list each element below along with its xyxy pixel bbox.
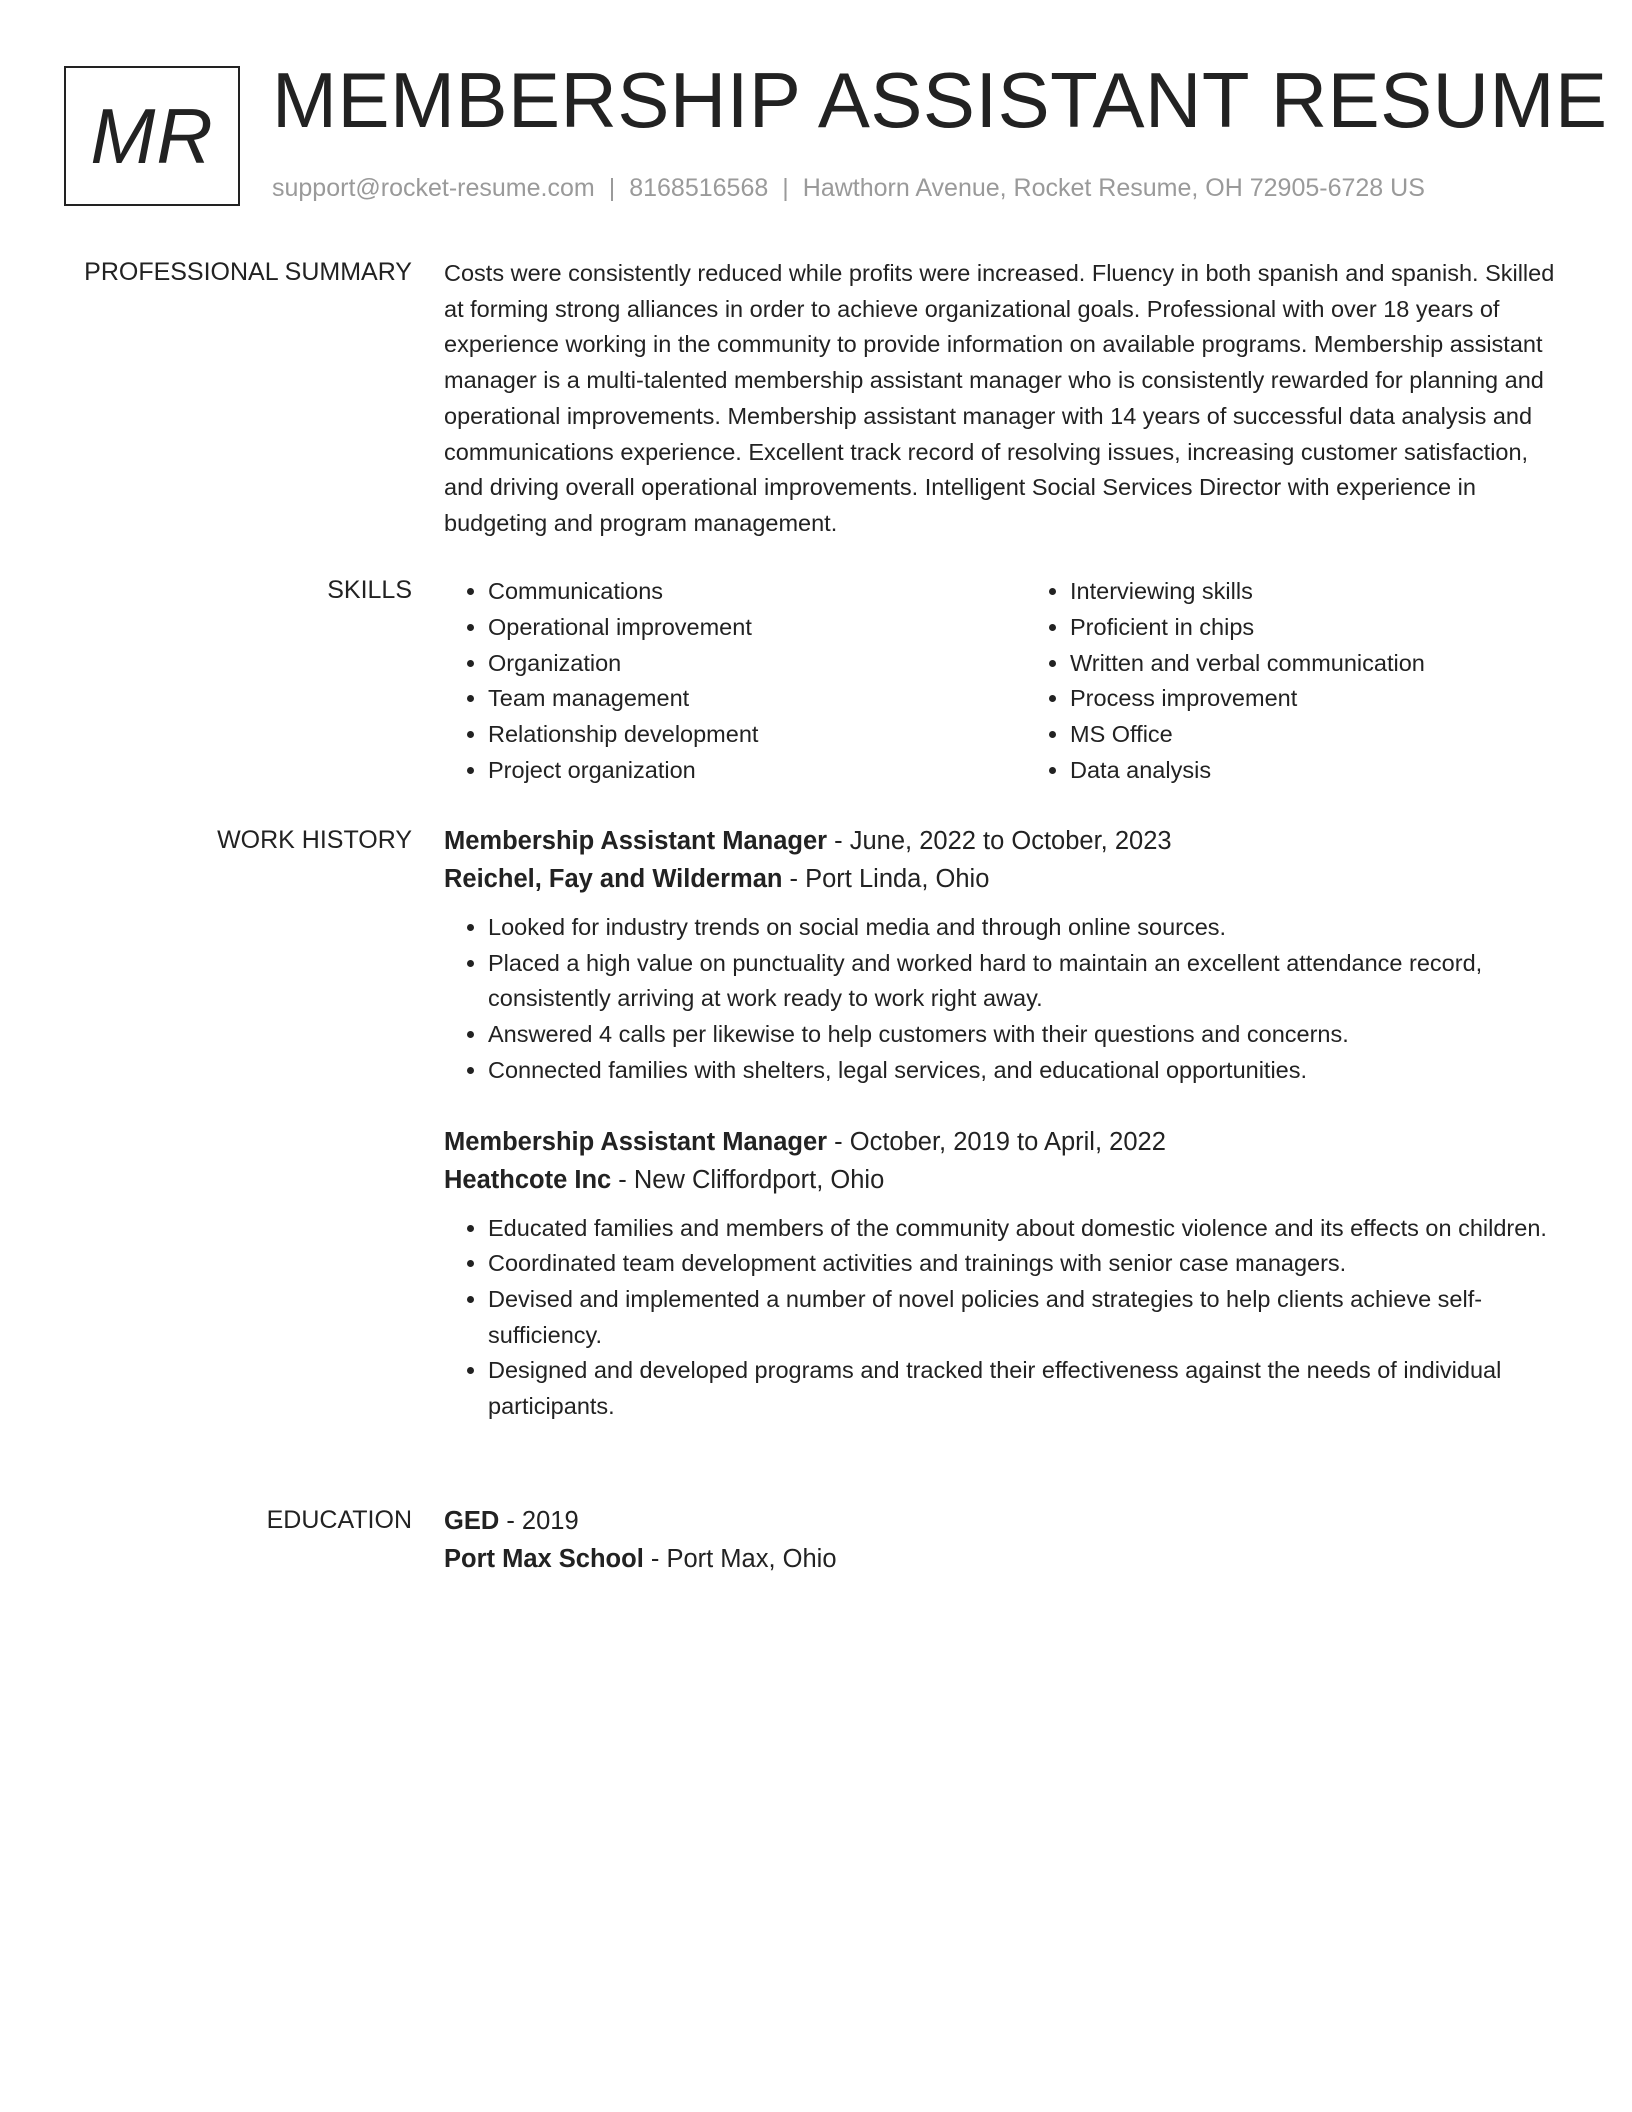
- job-title: Membership Assistant Manager: [444, 827, 828, 855]
- skill-item: • Written and verbal communication: [1070, 646, 1564, 682]
- contact-phone[interactable]: 8168516568: [629, 174, 769, 202]
- skill-item: • Relationship development: [488, 717, 982, 753]
- education-body: [444, 1502, 1564, 1578]
- skills-list-right: [1026, 574, 1564, 789]
- work-history-body: [444, 822, 1564, 1425]
- skill-item: • Data analysis: [1070, 753, 1564, 789]
- job-dates: - October, 2019 to April, 2022: [827, 1127, 1166, 1156]
- education-school-line: [444, 1540, 1564, 1578]
- contact-separator: |: [608, 174, 616, 202]
- job-company: Heathcote Inc: [444, 1165, 612, 1194]
- summary-text: Costs were consistently reduced while profits were increased. Fluency in both spanish and spanish. Skilled at forming strong alliances in order to achieve organizational goals. Professional with over 18 years of experience working in the community to provide information on available programs. Membership assistant manager is a multi-talented membership assistant manager who is consistently rewarded for planning and operational improvements. Membership assistant manager with 14 years of successful data analysis and communications experience. Excellent track record of resolving issues, increasing customer satisfaction, and driving overall operational improvements. Intelligent Social Services Director with experience in budgeting and program management.: [444, 260, 1555, 536]
- education-school: Port Max School: [444, 1545, 644, 1573]
- education-degree-line: [444, 1502, 1564, 1540]
- contact-email[interactable]: support@rocket-resume.com: [272, 174, 595, 202]
- summary-heading: PROFESSIONAL SUMMARY: [84, 258, 412, 286]
- job-bullet: • Educated families and members of the community about domestic violence and its effects on children.: [488, 1211, 1564, 1247]
- job-location: - New Cliffordport, Ohio: [611, 1165, 885, 1194]
- job-entry: [444, 822, 1564, 1089]
- job-bullet: • Coordinated team development activities and trainings with senior case managers.: [488, 1246, 1564, 1282]
- education-degree: GED: [444, 1507, 500, 1535]
- job-bullet: • Placed a high value on punctuality and worked hard to maintain an excellent attendance record, consistently arriving at work ready to work right away.: [488, 946, 1564, 1017]
- job-title: Membership Assistant Manager: [444, 1127, 828, 1156]
- contact-separator: |: [782, 174, 789, 202]
- job-entry: [444, 1123, 1564, 1425]
- monogram-logo: [64, 66, 240, 206]
- skill-item: • Organization: [488, 646, 982, 682]
- skill-item: • Operational improvement: [488, 610, 982, 646]
- job-bullet-list: [444, 910, 1564, 1089]
- job-location: - Port Linda, Ohio: [782, 865, 990, 893]
- job-bullet: • Connected families with shelters, legal services, and educational opportunities.: [488, 1053, 1564, 1089]
- education-year: - 2019: [499, 1507, 579, 1535]
- skill-item: • Process improvement: [1070, 681, 1564, 717]
- contact-line: [272, 174, 1425, 203]
- skill-item: • Proficient in chips: [1070, 610, 1564, 646]
- summary-body: [444, 256, 1564, 542]
- job-title-line: [444, 822, 1564, 860]
- job-bullet: • Devised and implemented a number of novel policies and strategies to help clients achieve self-sufficiency.: [488, 1282, 1564, 1353]
- job-company-line: [444, 1161, 1564, 1199]
- skill-item: • Interviewing skills: [1070, 574, 1564, 610]
- education-location: - Port Max, Ohio: [643, 1545, 837, 1573]
- monogram-initials: MR: [90, 91, 214, 180]
- education-heading: EDUCATION: [266, 1506, 412, 1534]
- job-bullet: • Designed and developed programs and tracked their effectiveness against the needs of individual participants.: [488, 1353, 1564, 1424]
- job-bullet-list: [444, 1211, 1564, 1425]
- contact-address: Hawthorn Avenue, Rocket Resume, OH 72905-6728 US: [802, 174, 1425, 202]
- skill-item: • Team management: [488, 681, 982, 717]
- skill-item: • Project organization: [488, 753, 982, 789]
- work-history-heading: WORK HISTORY: [217, 826, 412, 854]
- skills-body: [444, 574, 1564, 789]
- job-dates: - June, 2022 to October, 2023: [827, 827, 1172, 855]
- job-company: Reichel, Fay and Wilderman: [444, 865, 783, 893]
- skills-heading: SKILLS: [327, 576, 412, 604]
- job-bullet: • Looked for industry trends on social media and through online sources.: [488, 910, 1564, 946]
- job-bullet: • Answered 4 calls per likewise to help customers with their questions and concerns.: [488, 1017, 1564, 1053]
- skills-list-left: [444, 574, 982, 789]
- skill-item: • Communications: [488, 574, 982, 610]
- job-company-line: [444, 860, 1564, 898]
- skill-item: • MS Office: [1070, 717, 1564, 753]
- page-title: MEMBERSHIP ASSISTANT RESUME: [272, 56, 1608, 144]
- job-title-line: [444, 1123, 1564, 1161]
